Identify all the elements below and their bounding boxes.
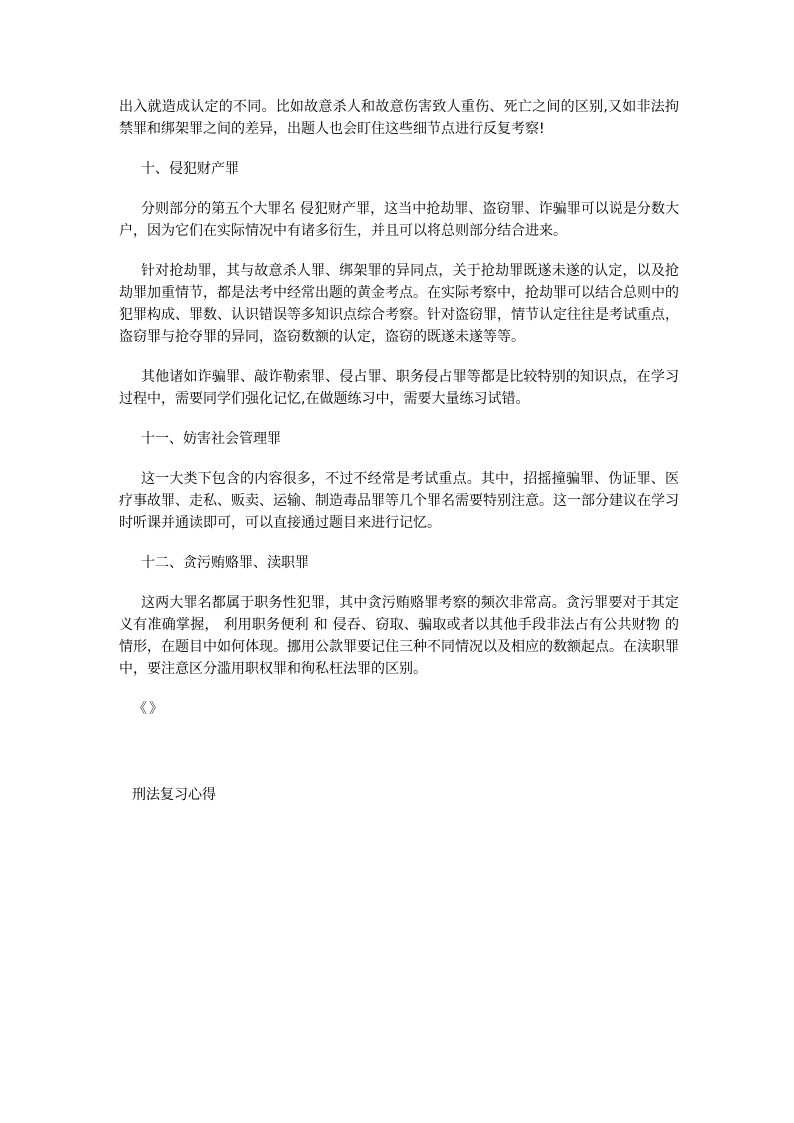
paragraph-corruption: 这两大罪名都属于职务性犯罪，其中贪污贿赂罪考察的频次非常高。贪污罪要对于其定义有准确掌握， 利用职务便利 和 侵吞、窃取、骗取或者以其他手段非法占有公共财物 的情形，在题目中如何体现。挪用公款罪要记住三种不同情况以及相应的数额起点。在渎职罪中，要注意区分滥用职权罪和徇私枉法罪的区别。	[119, 595, 679, 677]
section-heading-12: 十二、贪污贿赂罪、渎职罪	[141, 555, 309, 571]
paragraph-intro: 出入就造成认定的不同。比如故意杀人和故意伤害致人重伤、死亡之间的区别,又如非法拘禁罪和绑架罪之间的差异，出题人也会盯住这些细节点进行反复考察!	[119, 99, 679, 137]
document-body	[119, 96, 679, 720]
paragraph-other-property-crimes: 其他诸如诈骗罪、敲诈勒索罪、侵占罪、职务侵占罪等都是比较特别的知识点，在学习过程中，需要同学们强化记忆,在做题练习中，需要大量练习试错。	[119, 369, 679, 407]
paragraph-property-crimes: 分则部分的第五个大罪名 侵犯财产罪，这当中抢劫罪、盗窃罪、诈骗罪可以说是分数大户，因为它们在实际情况中有诸多衍生，并且可以将总则部分结合进来。	[119, 201, 679, 239]
paragraph-social-management: 这一大类下包含的内容很多，不过不经常是考试重点。其中，招摇撞骗罪、伪证罪、医疗事故罪、走私、贩卖、运输、制造毒品罪等几个罪名需要特别注意。这一部分建议在学习时听课并通读即可，可以直接通过题目来进行记忆。	[119, 471, 679, 531]
section-heading-10: 十、侵犯财产罪	[141, 161, 239, 177]
section-heading-11: 十一、妨害社会管理罪	[141, 431, 281, 447]
footer-title: 刑法复习心得	[132, 787, 216, 803]
quote-marks: 《》	[133, 701, 165, 717]
paragraph-robbery: 针对抢劫罪，其与故意杀人罪、绑架罪的异同点，关于抢劫罪既遂未遂的认定，以及抢劫罪加重情节，都是法考中经常出题的黄金考点。在实际考察中，抢劫罪可以结合总则中的犯罪构成、罪数、认识错误等多知识点综合考察。针对盗窃罪，情节认定往往是考试重点，盗窃罪与抢夺罪的异同，盗窃数额的认定，盗窃的既遂未遂等等。	[119, 263, 679, 345]
